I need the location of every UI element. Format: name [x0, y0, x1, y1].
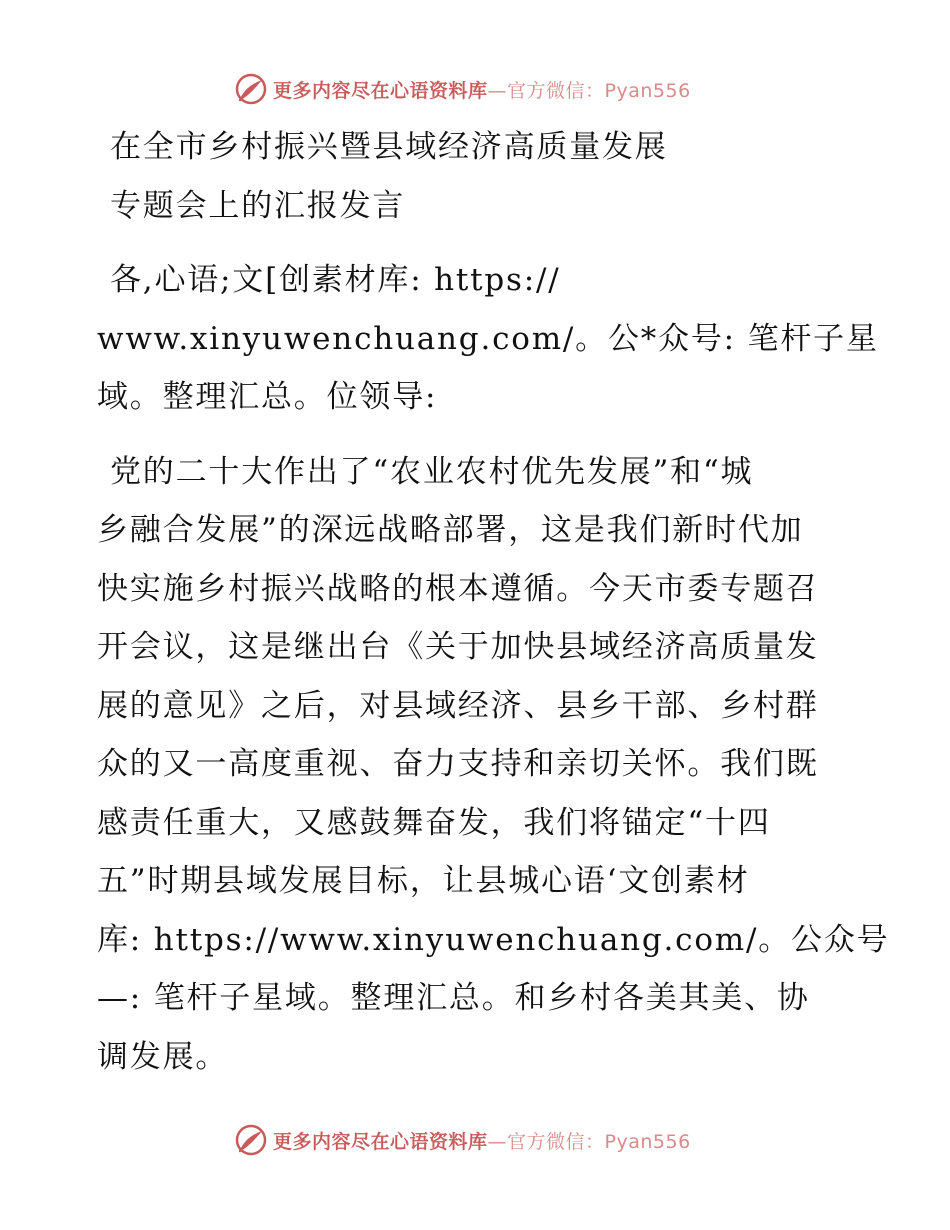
watermark-brand: 更多内容尽在心语资料库	[273, 1130, 488, 1153]
footer-watermark	[235, 1123, 735, 1157]
body-line: 五”时期县域发展目标，让县城心语‘文创素材	[97, 863, 750, 899]
pen-logo-icon	[235, 73, 267, 105]
salutation-line: 域。整理汇总。位领导:	[97, 379, 438, 415]
salutation-paragraph	[97, 251, 879, 427]
body-line: 乡融合发展”的深远战略部署，这是我们新时代加	[97, 512, 804, 548]
body-line: 快实施乡村振兴战略的根本遵循。今天市委专题召	[97, 570, 819, 607]
title-line: 在全市乡村振兴暨县域经济高质量发展	[110, 129, 668, 165]
watermark-brand: 更多内容尽在心语资料库	[273, 79, 488, 102]
body-line: —: 笔杆子星域。整理汇总。和乡村各美其美、协	[97, 980, 810, 1016]
watermark-text	[273, 1127, 691, 1154]
salutation-line: 各,心语;文[创素材库: https://	[110, 262, 561, 298]
watermark-suffix: —官方微信：Pyan556	[487, 1130, 691, 1153]
body-line: 党的二十大作出了“农业农村优先发展”和“城	[110, 453, 754, 490]
body-line: 众的又一高度重视、奋力支持和亲切关怀。我们既	[97, 746, 819, 782]
watermark-text	[273, 76, 691, 103]
salutation-line: www.xinyuwenchuang.com/。公*众号: 笔杆子星	[97, 320, 879, 357]
header-watermark	[235, 72, 735, 106]
body-line: 展的意见》之后，对县域经济、县乡干部、乡村群	[97, 687, 819, 724]
pen-logo-icon	[235, 1124, 267, 1156]
body-line: 库: https://www.xinyuwenchuang.com/。公众号	[97, 921, 890, 958]
body-paragraph	[97, 443, 890, 1087]
body-line: 调发展。	[97, 1038, 229, 1075]
document-title	[97, 118, 857, 235]
body-line: 开会议，这是继出台《关于加快县域经济高质量发	[97, 629, 819, 665]
watermark-suffix: —官方微信：Pyan556	[487, 79, 691, 102]
body-line: 感责任重大，又感鼓舞奋发，我们将锚定“十四	[97, 804, 771, 841]
document-body	[97, 118, 890, 1086]
title-line: 专题会上的汇报发言	[110, 187, 406, 224]
